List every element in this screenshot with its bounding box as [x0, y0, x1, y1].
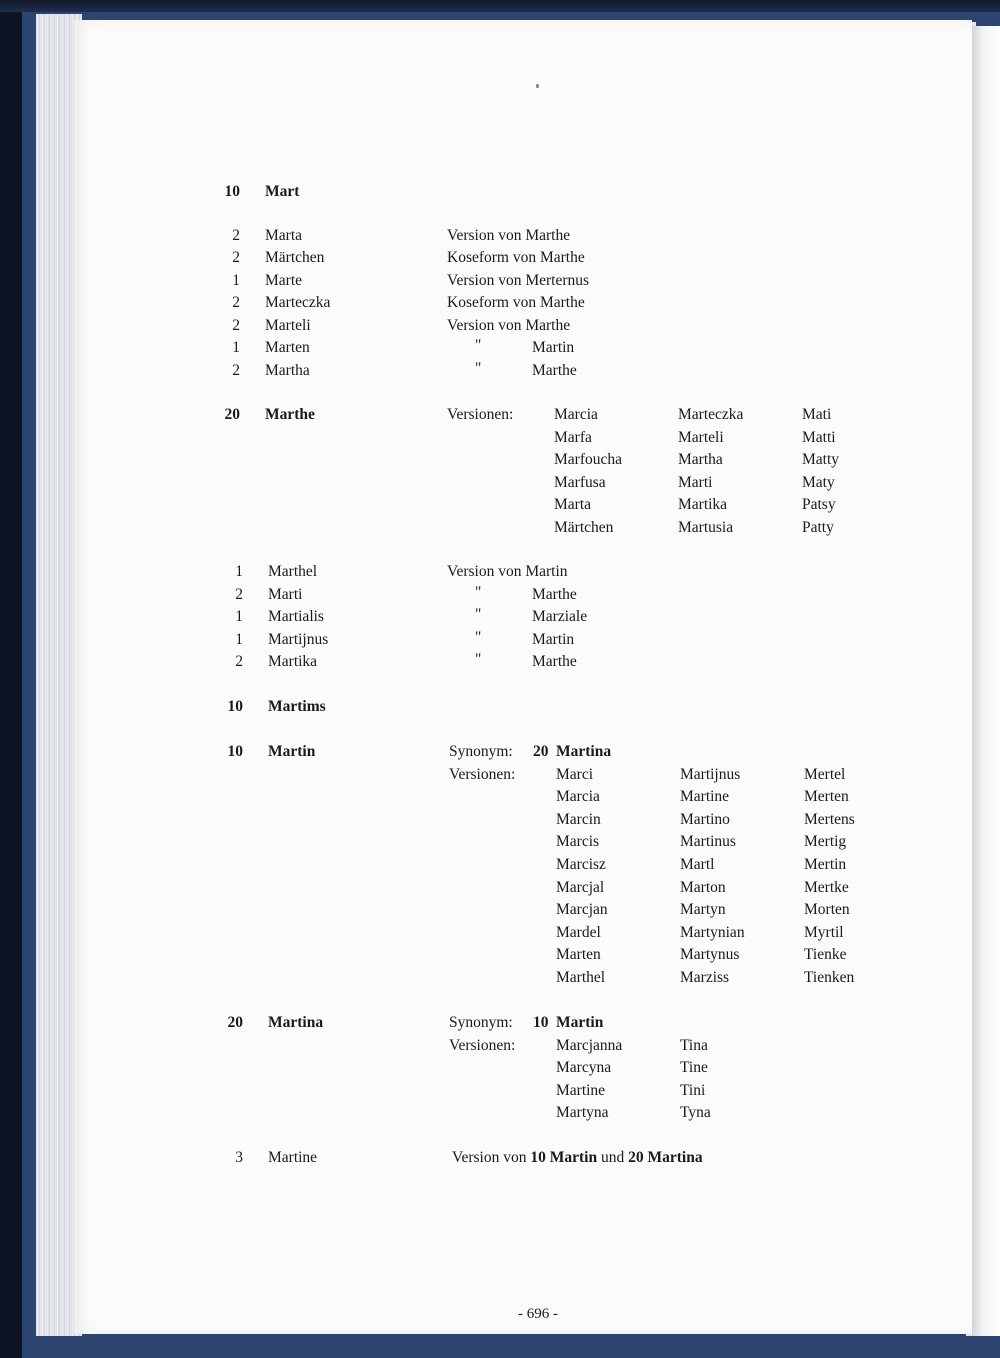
entry-description	[452, 1149, 703, 1167]
description-part: 20 Martina	[628, 1149, 703, 1166]
version-name: Marcjanna	[556, 1036, 623, 1054]
version-name: Patty	[802, 519, 834, 536]
description-part: und	[597, 1149, 629, 1166]
version-name: Tienken	[804, 969, 855, 986]
version-name: Marcis	[556, 833, 600, 851]
entry-name: Marta	[265, 227, 303, 244]
version-name: Martha	[678, 451, 723, 469]
entry-reference: Martin	[532, 631, 575, 648]
entry-name: Marten	[265, 339, 310, 356]
entry-description: Version von Merternus	[447, 272, 590, 289]
entry-count: 10	[227, 698, 243, 715]
version-name: Matti	[802, 428, 836, 446]
entry-description: Version von Marthe	[447, 227, 571, 244]
entry-name: Marthe	[265, 406, 315, 423]
synonym-name: Martin	[556, 1014, 604, 1031]
entry-count: 10	[224, 183, 240, 200]
version-name: Merten	[804, 788, 849, 806]
version-name: Mertke	[804, 878, 849, 896]
entry-count: 2	[232, 362, 240, 379]
version-name: Marci	[556, 765, 594, 783]
version-name: Martusia	[678, 519, 734, 536]
page-speck	[536, 84, 539, 88]
version-name: Tina	[680, 1036, 708, 1054]
entry-count: 2	[232, 317, 240, 334]
version-name: Tyna	[680, 1104, 711, 1122]
version-name: Marcyna	[556, 1059, 612, 1077]
entry-count: 20	[224, 406, 240, 423]
version-name: Marfoucha	[554, 451, 622, 469]
entry-reference: Marziale	[532, 608, 588, 625]
version-name: Marta	[554, 496, 592, 514]
entry-count: 2	[235, 586, 243, 603]
version-name: Martika	[678, 496, 728, 514]
version-name: Maty	[802, 473, 835, 491]
version-name: Marcisz	[556, 856, 606, 873]
entry-reference: Marthe	[532, 653, 577, 670]
entry-name: Martha	[265, 362, 310, 379]
ditto-mark: "	[475, 629, 482, 646]
entry-name: Martika	[268, 653, 318, 670]
entry-count: 20	[227, 1014, 243, 1031]
synonym-count: 10	[533, 1014, 549, 1031]
version-name: Marfusa	[554, 473, 606, 491]
entry-count: 3	[235, 1149, 243, 1166]
entry-description: Koseform von Marthe	[447, 294, 585, 311]
version-name: Mertin	[804, 856, 847, 873]
version-name: Mertens	[804, 810, 855, 828]
entry-count: 2	[232, 249, 240, 266]
entry-description: Version von Marthe	[447, 317, 571, 334]
description-part: Version von	[452, 1149, 531, 1166]
entry-name: Marte	[265, 272, 303, 289]
entry-count: 10	[227, 743, 243, 760]
version-name: Marteli	[678, 428, 724, 446]
version-name: Marthel	[556, 969, 606, 986]
version-name: Myrtil	[804, 923, 844, 941]
page-number: - 696 -	[518, 1306, 558, 1322]
entry-count: 2	[232, 227, 240, 244]
version-name: Marcjal	[556, 878, 605, 896]
version-name: Marteczka	[678, 406, 744, 423]
synonym-name: Martina	[556, 743, 612, 760]
version-name: Martijnus	[680, 765, 741, 783]
entry-description: Koseform von Marthe	[447, 249, 585, 266]
version-name: Matty	[802, 451, 840, 469]
version-name: Marziss	[680, 969, 730, 986]
version-name: Martinus	[680, 833, 736, 851]
entry-count: 1	[232, 272, 240, 289]
version-name: Marfa	[554, 428, 592, 446]
entry-name: Marti	[268, 586, 303, 603]
entry-count: 1	[235, 563, 243, 580]
entry-description: Version von Martin	[447, 563, 568, 580]
entry-name: Martijnus	[268, 631, 329, 648]
entry-reference: Marthe	[532, 586, 577, 603]
version-name: Martynus	[680, 946, 740, 964]
entry-name: Marteczka	[265, 294, 331, 311]
version-name: Marcia	[556, 788, 600, 806]
entry-reference: Martin	[532, 339, 575, 356]
synonym-label: Synonym:	[449, 1014, 513, 1031]
entry-name: Martialis	[268, 608, 324, 625]
version-name: Marten	[556, 946, 601, 964]
version-name: Martyna	[556, 1104, 609, 1122]
version-name: Mati	[802, 406, 832, 423]
entry-name: Mart	[265, 183, 300, 200]
version-name: Marcjan	[556, 901, 608, 919]
version-name: Mertel	[804, 765, 846, 783]
entry-name: Martin	[268, 743, 316, 760]
version-name: Tienke	[804, 946, 847, 964]
book-cover-top	[0, 0, 1000, 12]
entry-name: Marthel	[268, 563, 318, 580]
entry-name: Martine	[268, 1149, 318, 1166]
version-name: Marcia	[554, 406, 598, 423]
book-page	[74, 20, 972, 1334]
version-name: Mardel	[556, 923, 601, 941]
version-name: Tine	[680, 1059, 708, 1077]
version-name: Martino	[680, 810, 730, 828]
version-name: Martynian	[680, 923, 745, 941]
entry-count: 1	[235, 608, 243, 625]
entry-count: 1	[232, 339, 240, 356]
ditto-mark: "	[475, 606, 482, 623]
entry-reference: Marthe	[532, 362, 577, 379]
version-name: Mertig	[804, 833, 847, 851]
versions-label: Versionen:	[447, 406, 514, 423]
synonym-count: 20	[533, 743, 549, 760]
entry-name: Martims	[268, 698, 326, 715]
version-name: Marcin	[556, 810, 601, 828]
version-name: Martine	[556, 1081, 606, 1099]
version-name: Martl	[680, 856, 715, 873]
entry-name: Märtchen	[265, 249, 325, 266]
versions-label: Versionen:	[449, 1036, 516, 1054]
version-name: Marton	[680, 878, 726, 896]
entry-count: 2	[235, 653, 243, 670]
entry-count: 2	[232, 294, 240, 311]
entry-name: Marteli	[265, 317, 311, 334]
version-name: Morten	[804, 901, 850, 919]
version-name: Martine	[680, 788, 730, 806]
ditto-mark: "	[475, 337, 482, 354]
ditto-mark: "	[475, 360, 482, 377]
entry-name: Martina	[268, 1014, 324, 1031]
version-name: Patsy	[802, 496, 836, 514]
ditto-mark: "	[475, 584, 482, 601]
description-part: 10 Martin	[530, 1149, 598, 1166]
ditto-mark: "	[475, 651, 482, 668]
version-name: Tini	[680, 1081, 706, 1099]
synonym-label: Synonym:	[449, 743, 513, 760]
versions-label: Versionen:	[449, 765, 516, 783]
version-name: Märtchen	[554, 519, 614, 536]
version-name: Marti	[678, 473, 713, 491]
facing-page	[972, 26, 1000, 1336]
version-name: Martyn	[680, 901, 726, 919]
entry-count: 1	[235, 631, 243, 648]
